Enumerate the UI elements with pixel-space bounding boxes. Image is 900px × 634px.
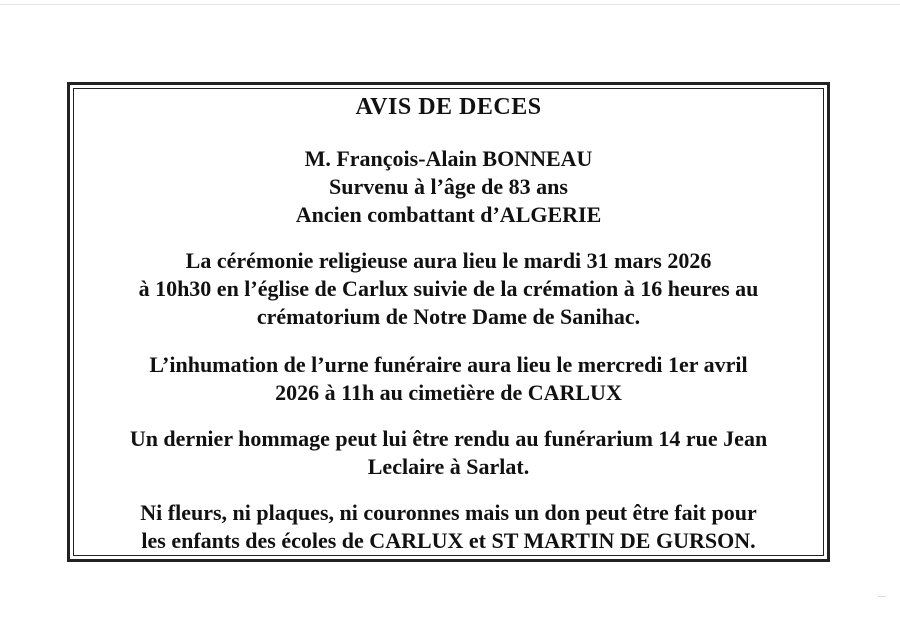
ceremony-line: à 10h30 en l’église de Carlux suivie de la crémation à 16 heures au: [138, 276, 759, 301]
person-title: Ancien combattant d’ALGERIE: [295, 202, 602, 227]
scan-edge-line: [0, 4, 900, 5]
donation-block: [70, 499, 827, 555]
tribute-line: Un dernier hommage peut lui être rendu au funérarium 14 rue Jean: [129, 426, 768, 451]
person-age: Survenu à l’âge de 83 ans: [329, 174, 568, 199]
tribute-block: [70, 425, 827, 481]
scan-artifact: [878, 596, 886, 597]
burial-line: L’inhumation de l’urne funéraire aura lieu le mercredi 1er avril: [149, 352, 748, 377]
notice-title: AVIS DE DECES: [355, 94, 542, 120]
donation-line: Ni fleurs, ni plaques, ni couronnes mais un don peut être fait pour: [140, 500, 757, 525]
burial-block: [70, 351, 827, 407]
death-notice-frame: [67, 82, 830, 562]
person-name: M. François-Alain BONNEAU: [304, 146, 593, 171]
ceremony-line: crématorium de Notre Dame de Sanihac.: [256, 304, 641, 329]
ceremony-block: [70, 247, 827, 331]
ceremony-line: La cérémonie religieuse aura lieu le mardi 31 mars 2026: [185, 248, 712, 273]
person-block: [70, 145, 827, 229]
burial-line: 2026 à 11h au cimetière de CARLUX: [275, 380, 622, 405]
donation-line: les enfants des écoles de CARLUX et ST MARTIN DE GURSON.: [141, 528, 756, 553]
tribute-line: Leclaire à Sarlat.: [367, 454, 530, 479]
